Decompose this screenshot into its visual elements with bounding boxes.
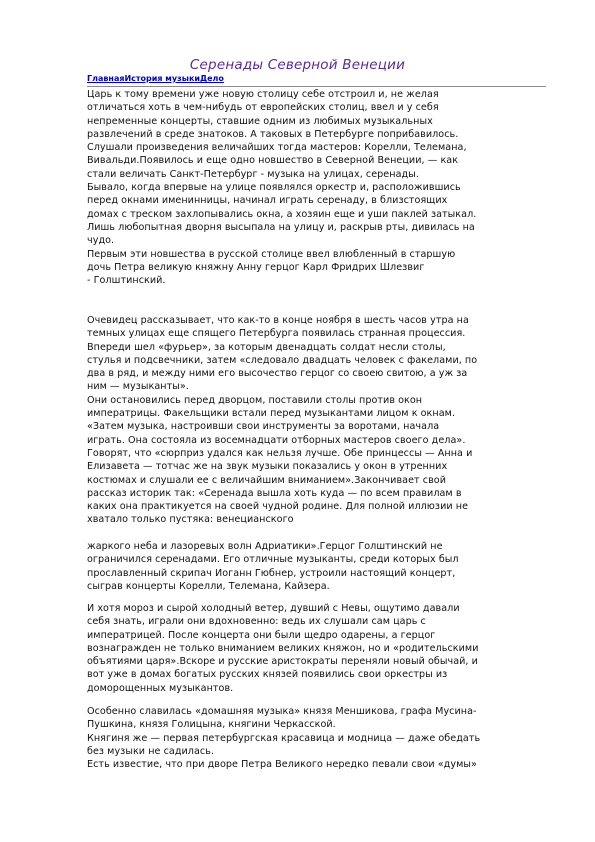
text-block-2 <box>87 314 557 527</box>
paragraph: Царь к тому времени уже новую столицу себе отстроил и, не желая отличаться хоть в чем-нибудь от европейских столиц, ввел и у себя непременные концерты, ставшие одним из любимых музыкальных развлечений в среде знатоков. А таковых в Петербурге поприбавилось. Слушали произведения величайших тогда мастеров: Корелли, Телемана, Вивальди.Появилось и еще одно новшество в Северной Венеции, — как стали величать Санкт-Петербург - музыка на улицах, серенады. Бывало, когда впервые на улице появлялся оркестр и, расположившись перед окнами именинницы, начинал играть серенаду, в близстоящих домах с треском захлопывались окна, а хозяин еще и уши паклей затыкал. Лишь любопытная дворня высыпала на улицу и, раскрыв рты, дивилась на чудо. Первым эти новшества в русской столице ввел влюбленный в старшую дочь Петра великую княжну Анну герцог Карл Фридрих Шлезвиг - Голштинский. <box>87 89 477 287</box>
breadcrumb[interactable]: ГлавнаяИстория музыкиДело <box>87 74 224 83</box>
paragraph: Очевидец рассказывает, что как-то в конце ноября в шесть часов утра на темных улицах еще спящего Петербурга появилась странная процессия. Впереди шел «фурьер», за которым двенадцать солдат несли столы, стулья и подсвечники, затем «следовало двадцать человек с факелами, по два в ряд, и между ними его высочество герцог со своею свитою, а уж за ним — музыканты». Они остановились перед дворцом, поставили столы против окон императрицы. Факельщики встали перед музыкантами лицом к окнам. «Затем музыка, настроивши свои инструменты за воротами, начала играть. Она состояла из восемнадцати отборных мастеров своего дела». Говорят, что «сюрприз удался как нельзя лучше. Обе принцессы — Анна и Елизавета — тотчас же на звук музыки показались у окон в утренних костюмах и слушали ее с величайшим вниманием».Закончивает свой рассказ историк так: «Серенада вышла хоть куда — по всем правилам в каких она практикуется на своей чудной родине. Для полной иллюзии не хватало только пустяка: венецианского <box>87 315 478 526</box>
text-block-4 <box>87 602 557 695</box>
paragraph: жаркого неба и лазоревых волн Адриатики».Герцог Голштинский не ограничился серенадами. Его отличные музыканты, среди которых был прославленный скрипач Иоганн Гюбнер, устроили настоящий концерт, сыграв концерты Корелли, Телемана, Кайзера. <box>87 541 459 592</box>
text-block-5 <box>87 705 557 771</box>
paragraph: И хотя мороз и сырой холодный ветер, дувший с Невы, ощутимо давали себя знать, играли они вдохновенно: ведь их слушали сам царь с императрицей. После концерта они были щедро одарены, а герцог вознагражден не только вниманием великих княжон, но и «родительскими объятиями царя».Вскоре и русские аристократы переняли новый обычай, и вот уже в домах богатых русских князей появились свои оркестры из доморощенных музыкантов. <box>87 603 479 694</box>
page-title: Серенады Северной Венеции <box>189 57 406 73</box>
paragraph: Особенно славилась «домашняя музыка» князя Меншикова, графа Мусина- Пушкина, князя Голицына, княгини Черкасской. Княгиня же — первая петербургская красавица и модница — даже обедать без музыки не садилась. Есть известие, что при дворе Петра Великого нередко певали свои «думы» <box>87 706 481 771</box>
text-block-1 <box>87 88 557 287</box>
divider <box>87 86 546 87</box>
text-block-3 <box>87 540 557 593</box>
